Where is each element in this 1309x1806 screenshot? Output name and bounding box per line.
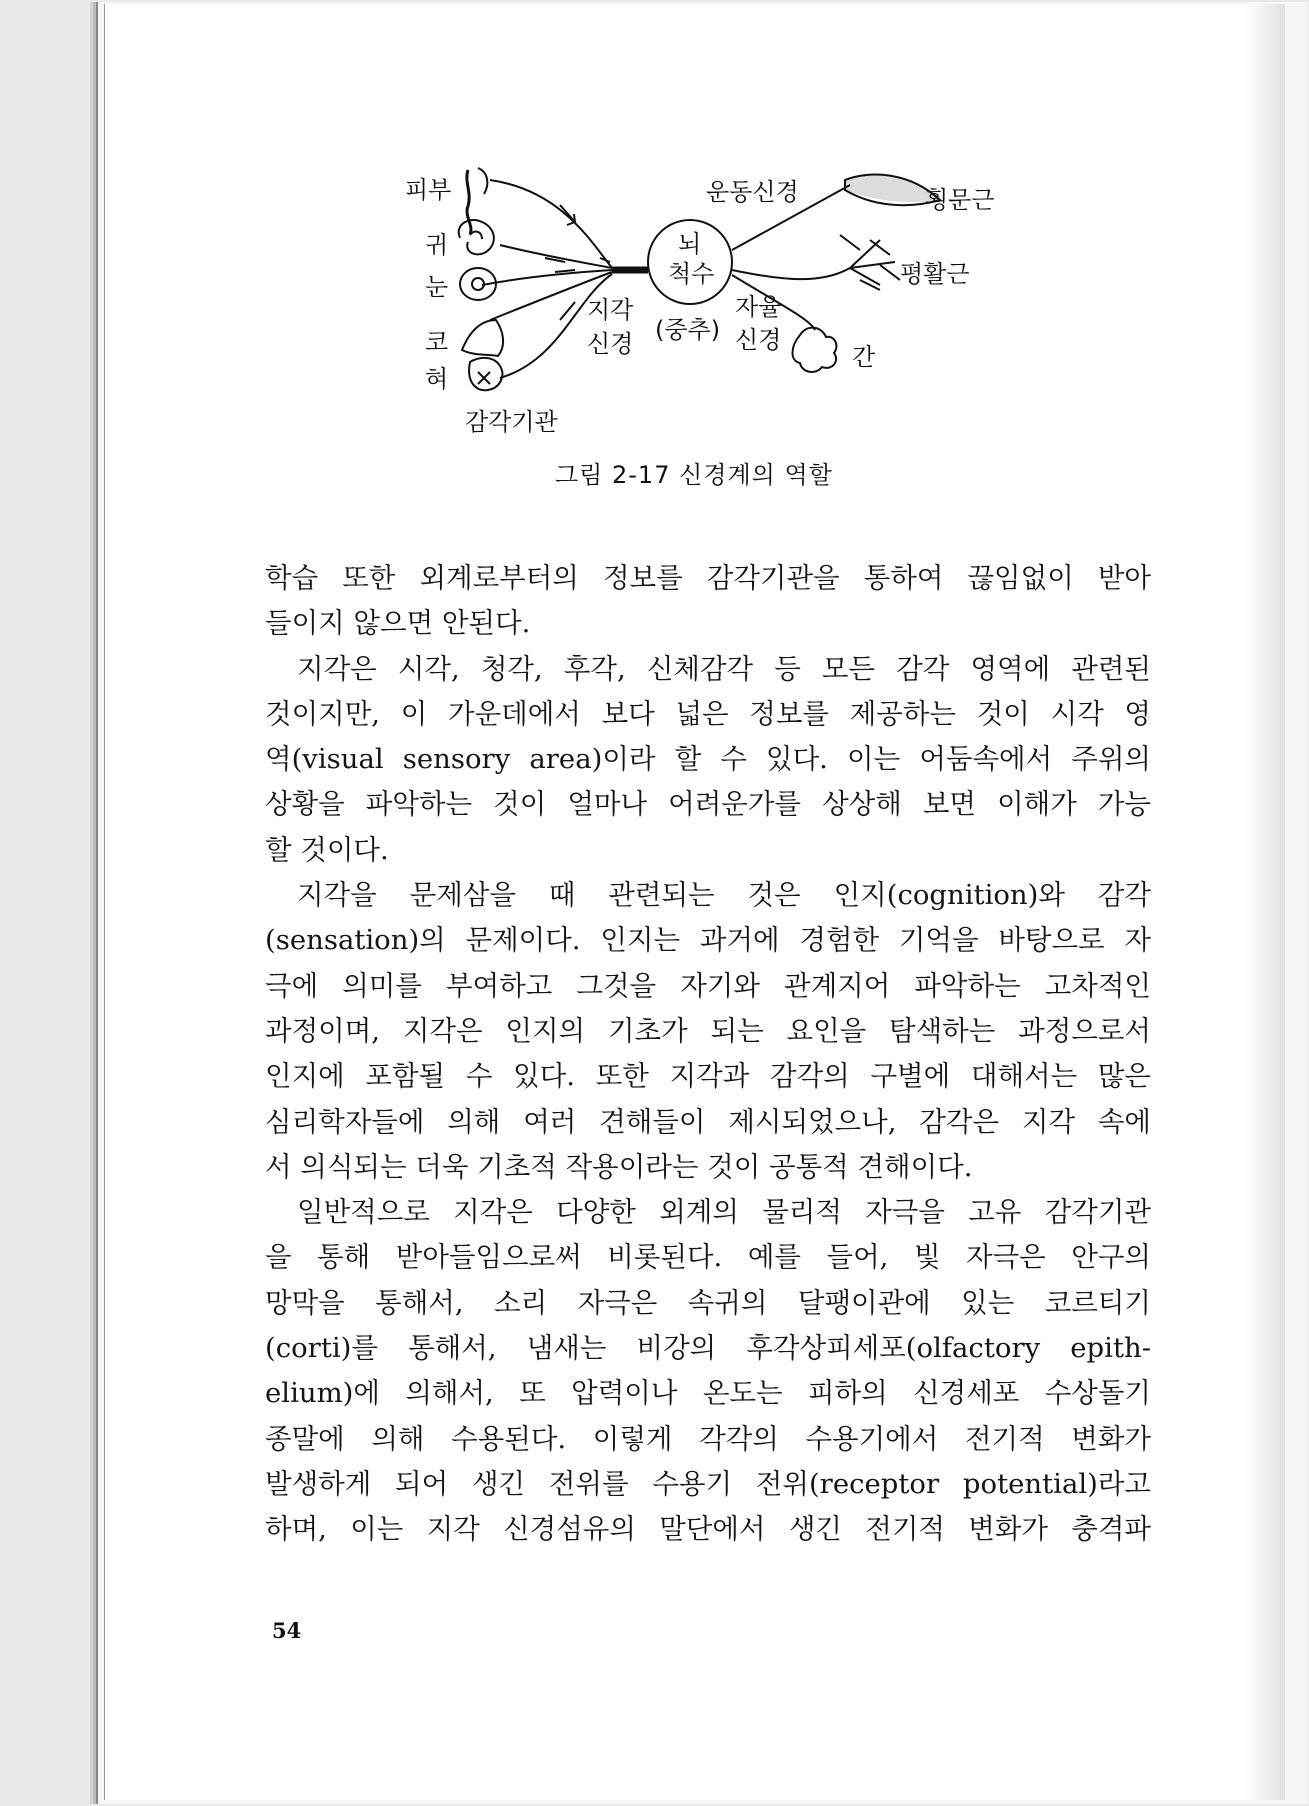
text-line: 들이지 않으면 안된다. [265,607,531,640]
body-text [265,556,1151,1553]
page-number: 54 [272,1618,302,1643]
text-line: 역(visual sensory area)이라 할 수 있다. 이는 어둠속에서 주위의 [265,743,1151,776]
label-spinal-cord: 척수 [668,260,715,288]
label-center: (중추) [655,316,721,344]
text-line: (corti)를 통해서, 냄새는 비강의 후각상피세포(olfactory epith- [265,1332,1151,1365]
label-autonomic-1: 자율 [735,293,782,321]
text-line: 을 통해 받아들임으로써 비롯된다. 예를 들어, 빛 자극은 안구의 [265,1241,1151,1274]
nervous-system-diagram [0,0,1309,500]
text-line: 종말에 의해 수용된다. 이렇게 각각의 수용기에서 전기적 변화가 [265,1422,1151,1455]
text-line: 극에 의미를 부여하고 그것을 자기와 관계지어 파악하는 고차적인 [265,969,1151,1002]
label-nose: 코 [425,328,449,356]
text-line: elium)에 의해서, 또 압력이나 온도는 피하의 신경세포 수상돌기 [265,1377,1151,1410]
label-autonomic-2: 신경 [735,326,782,354]
label-perception-nerve-2: 신경 [587,330,634,358]
text-line: 지각은 시각, 청각, 후각, 신체감각 등 모든 감각 영역에 관련된 [297,652,1151,685]
text-line: 인지에 포함될 수 있다. 또한 지각과 감각의 구별에 대해서는 많은 [265,1060,1151,1093]
text-line: 할 것이다. [265,833,389,866]
text-line: 심리학자들에 의해 여러 견해들이 제시되었으나, 감각은 지각 속에 [265,1105,1151,1138]
label-motor-nerve: 운동신경 [706,178,799,206]
label-striated-muscle: 횡문근 [925,186,995,214]
text-line: 과정이며, 지각은 인지의 기초가 되는 요인을 탐색하는 과정으로서 [265,1014,1151,1047]
label-ear: 귀 [425,231,449,259]
text-line: (sensation)의 문제이다. 인지는 과거에 경험한 기억을 바탕으로 자 [265,924,1151,957]
nervous-system-figure [0,0,1309,500]
label-eye: 눈 [425,273,449,301]
label-skin: 피부 [405,176,452,204]
text-line: 망막을 통해서, 소리 자극은 속귀의 달팽이관에 있는 코르티기 [265,1286,1151,1319]
label-perception-nerve-1: 지각 [587,296,634,324]
label-sense-organs: 감각기관 [465,408,558,436]
label-tongue: 혀 [425,365,449,393]
text-line: 발생하게 되어 생긴 전위를 수용기 전위(receptor potential)라고 [265,1467,1151,1500]
text-line: 서 의식되는 더욱 기초적 작용이라는 것이 공통적 견해이다. [265,1150,973,1183]
figure-caption: 그림 2-17 신경계의 역할 [555,461,833,489]
text-line: 지각을 문제삼을 때 관련되는 것은 인지(cognition)와 감각 [297,879,1151,912]
text-line: 것이지만, 이 가운데에서 보다 넓은 정보를 제공하는 것이 시각 영 [265,697,1151,730]
text-line: 상황을 파악하는 것이 얼마나 어려운가를 상상해 보면 이해가 가능 [265,788,1151,821]
text-line: 일반적으로 지각은 다양한 외계의 물리적 자극을 고유 감각기관 [297,1196,1151,1229]
text-line: 하며, 이는 지각 신경섬유의 말단에서 생긴 전기적 변화가 충격파 [265,1513,1151,1546]
label-smooth-muscle: 평활근 [900,260,970,288]
label-brain: 뇌 [678,230,702,258]
label-liver: 간 [852,343,876,371]
text-line: 학습 또한 외계로부터의 정보를 감각기관을 통하여 끊임없이 받아 [265,562,1151,594]
